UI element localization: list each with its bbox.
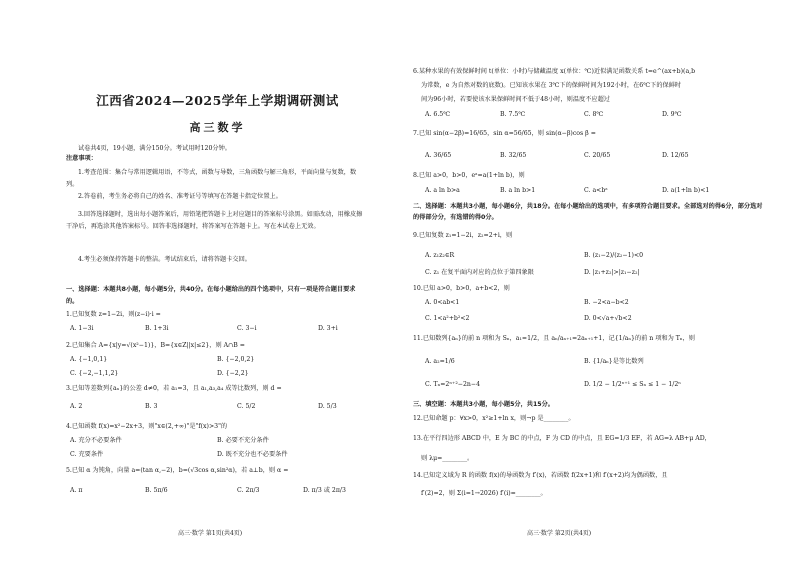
q2-option-c: C. {−2,−1,1,2} [70, 370, 119, 377]
q10-option-c: C. 1<a²+b²<2 [425, 315, 470, 322]
q6-option-b: B. 7.5℃ [500, 111, 526, 118]
q7-option-a: A. 36/65 [425, 152, 452, 159]
q8-option-a: A. a ln b>a [425, 187, 460, 194]
q6-stem-line3: 间为96小时，若要使该水果保鲜时间不低于48小时，则温度不应超过 [421, 96, 610, 103]
q9-option-b: B. (z₁−2)/(z₂−1)<0 [584, 252, 644, 259]
q14-stem-line2: f′(2)=2，则 Σ(i=1→2026) f′(i)=________。 [421, 490, 547, 497]
q2-stem: 2.已知集合 A={x|y=√(x²−1)}，B={x∈Z||x|≤2}，则 A∩B = [66, 342, 245, 349]
q5-option-c: C. 2π/3 [237, 487, 260, 494]
exam-subject: 高三数学 [189, 121, 246, 134]
q11-option-c: C. Tₙ=2ⁿ⁺²−2n−4 [425, 381, 481, 388]
q9-option-a: A. z₁z₂∈R [425, 252, 455, 259]
q1-option-b: B. 1+3i [145, 325, 169, 332]
q9-option-d: D. |z₁+z₂|>|z₁−z₂| [584, 269, 640, 276]
q6-stem-line1: 6.某种水果的有效保鲜时间 t(单位：小时)与储藏温度 x(单位：℃)近似满足函数关系 t=e^(ax+b)(a,b [413, 68, 696, 75]
q13-stem-line2: 则 λμ=________。 [421, 455, 474, 462]
q12-stem: 12.已知命题 p：∀x>0，x²≥1+ln x，则¬p 是________。 [413, 415, 575, 422]
q1-stem: 1.已知复数 z=1−2i，则(z−i)·i = [66, 311, 161, 318]
q5-option-d: D. π/3 或 2π/3 [303, 487, 346, 494]
exam-title: 江西省2024—2025学年上学期调研测试 [96, 93, 339, 108]
q3-option-a: A. 2 [70, 403, 83, 410]
q7-stem: 7.已知 sin(α−2β)=16/65，sin α=56/65，则 sin(α−β)cos β = [413, 130, 596, 137]
q10-option-a: A. 0<ab<1 [425, 299, 460, 306]
q6-option-a: A. 6.5℃ [425, 111, 451, 118]
exam-intro: 试卷共4页，19小题，满分150分。考试用时120分钟。 [78, 145, 231, 152]
q8-option-b: B. a ln b>1 [500, 187, 536, 194]
q11-option-a: A. a₂=1/6 [425, 358, 455, 365]
q11-option-b: B. {1/aₙ}是等比数列 [584, 358, 644, 365]
q3-option-c: C. 5/2 [237, 403, 256, 410]
note-2: 2.答卷前，考生务必将自己的姓名、准考证号等填写在答题卡指定位置上。 [78, 193, 282, 200]
q9-option-c: C. z₁ 在复平面内对应的点位于第四象限 [425, 269, 534, 276]
q14-stem-line1: 14.已知定义域为 R 的函数 f(x)的导函数为 f′(x)，若函数 f(2x+1)和 f′(x+2)均为偶函数，且 [413, 472, 668, 479]
q1-option-d: D. 3+i [318, 325, 338, 332]
page-right [397, 0, 794, 566]
q4-option-d: D. 既不充分也不必要条件 [217, 451, 288, 458]
page-footer-right: 高三·数学 第2页(共4页) [527, 530, 592, 537]
q7-option-c: C. 20/65 [584, 152, 611, 159]
q4-option-a: A. 充分不必要条件 [70, 437, 122, 444]
page-footer-left: 高三·数学 第1页(共4页) [178, 530, 243, 537]
q6-option-c: C. 8℃ [584, 111, 604, 118]
q1-option-c: C. 3−i [237, 325, 257, 332]
section-2-heading: 二、选择题：本题共3小题，每小题6分，共18分。在每小题给出的选项中，有多项符合题目要求。全部选对的得6分，部分选对的得部分分，有选错的得0分。 [413, 203, 763, 221]
q2-option-d: D. {−2,2} [217, 370, 249, 377]
q6-stem-line2: 为常数，e 为自然对数的底数)。已知该水果在 3℃下的保鲜时间为192小时，在6℃下的保鲜时 [421, 82, 682, 89]
q4-option-c: C. 充要条件 [70, 451, 104, 458]
note-1: 1.考查范围：集合与常用逻辑用语，不等式，函数与导数，三角函数与解三角形，平面向量与复数，数列。 [66, 169, 357, 188]
q2-option-a: A. {−1,0,1} [70, 356, 108, 363]
notes-heading: 注意事项： [66, 155, 97, 162]
q2-option-b: B. {−2,0,2} [217, 356, 255, 363]
q8-stem: 8.已知 a>0，b>0，eᵃ=a(1+ln b)，则 [413, 172, 525, 179]
q3-option-d: D. 5/3 [318, 403, 337, 410]
q8-option-c: C. a<bᵃ [584, 187, 608, 194]
q5-stem: 5.已知 α 为钝角，向量 a=(tan α,−2)，b=(√3cos α,sin²α)，若 a⊥b，则 α = [66, 467, 289, 474]
section-3-heading: 三、填空题：本题共3小题，每小题5分，共15分。 [413, 401, 554, 408]
q4-stem: 4.已知函数 f(x)=x²−2x+3，则"x∈(2,+∞)"是"f(x)>3"的 [66, 423, 228, 430]
q1-option-a: A. 1−3i [70, 325, 94, 332]
q8-option-d: D. a(1+ln b)<1 [662, 187, 710, 194]
q5-option-a: A. π [70, 487, 83, 494]
q13-stem-line1: 13.在平行四边形 ABCD 中，E 为 BC 的中点，F 为 CD 的中点，且 EG=1/3 EF，若 AG=λ AB+μ AD， [413, 435, 711, 442]
q5-option-b: B. 5π/6 [145, 487, 168, 494]
q10-option-b: B. −2<a−b<2 [584, 299, 629, 306]
section-1-heading: 一、选择题：本题共8小题，每小题5分，共40分。在每小题给出的四个选项中，只有一项是符合题目要求的。 [66, 286, 356, 305]
q11-option-d: D. 1/2 − 1/2ⁿ⁺¹ ≤ Sₙ ≤ 1 − 1/2ⁿ [584, 381, 681, 388]
q10-stem: 10.已知 a>0，b>0，a+b<2，则 [413, 285, 510, 292]
q7-option-b: B. 32/65 [500, 152, 527, 159]
q9-stem: 9.已知复数 z₁=1−2i，z₂=2+i，则 [413, 232, 513, 239]
q10-option-d: D. 0<√a+√b<2 [584, 315, 632, 322]
q7-option-d: D. 12/65 [662, 152, 689, 159]
q6-option-d: D. 9℃ [662, 111, 682, 118]
note-4: 4.考生必须保持答题卡的整洁。考试结束后，请将答题卡交回。 [78, 256, 251, 263]
note-3: 3.回答选择题时，选出每小题答案后，用铅笔把答题卡上对应题目的答案标号涂黑。如需改动，用橡皮擦干净后，再选涂其他答案标号。回答非选择题时，将答案写在答题卡上。写在本试卷上无效。 [66, 211, 363, 230]
q11-stem: 11.已知数列{aₙ}的前 n 项和为 Sₙ，a₁=1/2，且 aₙ/aₙ₊₁=2aₙ₊₁+1，记{1/aₙ}的前 n 项和为 Tₙ，则 [413, 335, 695, 342]
q3-stem: 3.已知等差数列{aₙ}的公差 d≠0，若 a₁=3，且 a₁,a₃,a₄ 成等比数列，则 d = [66, 385, 282, 392]
q3-option-b: B. 3 [145, 403, 158, 410]
q4-option-b: B. 必要不充分条件 [217, 437, 269, 444]
